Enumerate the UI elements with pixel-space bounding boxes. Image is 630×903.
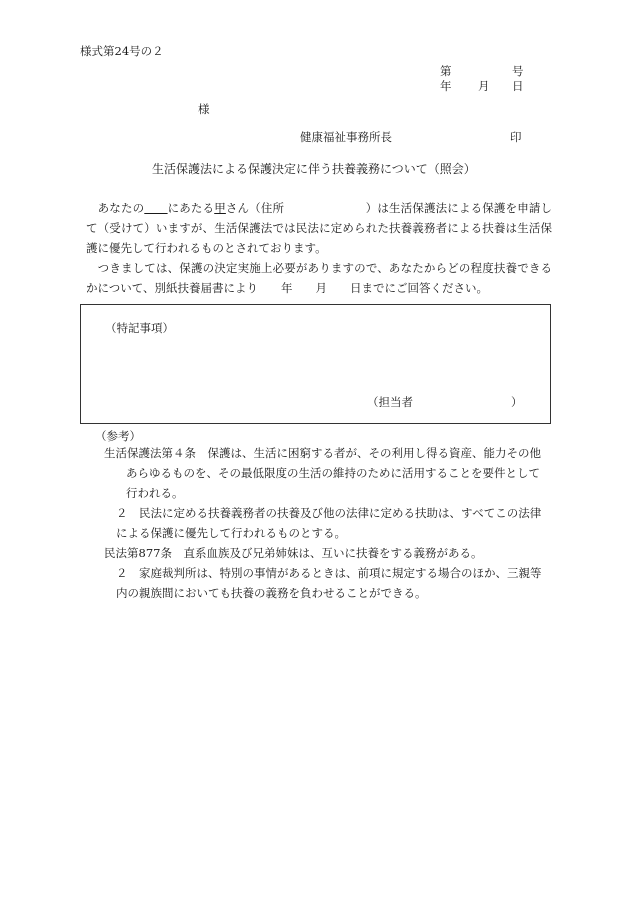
relation-blank [144, 201, 167, 215]
date-year: 年 [440, 79, 452, 93]
reference-line: ２ 民法に定める扶養義務者の扶養及び他の法律に定める扶助は、すべてこの法律 [116, 506, 542, 520]
body-paragraph-1: あなたの にあたる甲さん（住所 ）は生活保護法による保護を申請して（受けて）いますが、生活保護法では民法に定められた扶養義務者による扶養は生活保護に優先して行われるものとされております。 [86, 201, 553, 255]
document-title: 生活保護法による保護決定に伴う扶養義務について（照会） [152, 162, 476, 176]
doc-number-go: 号 [512, 64, 524, 78]
special-notes-box [80, 304, 551, 424]
name-kou: 甲 [214, 201, 226, 215]
sender-title: 健康福祉事務所長 [300, 130, 392, 144]
date-month: 月 [478, 79, 490, 93]
reference-line: ２ 家庭裁判所は、特別の事情があるときは、前項に規定する場合のほか、三親等 [116, 566, 542, 580]
reference-line: 行われる。 [126, 486, 184, 500]
doc-number-dai: 第 [440, 64, 452, 78]
date-day: 日 [512, 79, 524, 93]
body-paragraph-2: つきましては、保護の決定実施上必要がありますので、あなたからどの程度扶養できるかについて、別紙扶養届書により 年 月 日までにご回答ください。 [86, 261, 553, 295]
reference-line: 生活保護法第４条 保護は、生活に困窮する者が、その利用し得る資産、能力その他 [104, 446, 541, 460]
reference-line: による保護に優先して行われるものとする。 [116, 526, 346, 540]
seal-mark: 印 [510, 130, 522, 144]
person-in-charge-label: （担当者 [367, 395, 413, 409]
reference-line: 内の親族間においても扶養の義務を負わせることができる。 [116, 586, 427, 600]
body-paragraphs [86, 198, 552, 298]
reference-line: あらゆるものを、その最低限度の生活の維持のために活用することを要件として [126, 466, 540, 480]
special-notes-label: （特記事項） [105, 321, 174, 335]
reference-line: 民法第877条 直系血族及び兄弟姉妹は、互いに扶養をする義務がある。 [104, 546, 483, 560]
reference-label: （参考） [95, 429, 141, 443]
addressee-sama: 様 [198, 102, 210, 116]
form-number: 様式第24号の２ [80, 44, 164, 58]
person-in-charge-close: ） [511, 395, 523, 409]
